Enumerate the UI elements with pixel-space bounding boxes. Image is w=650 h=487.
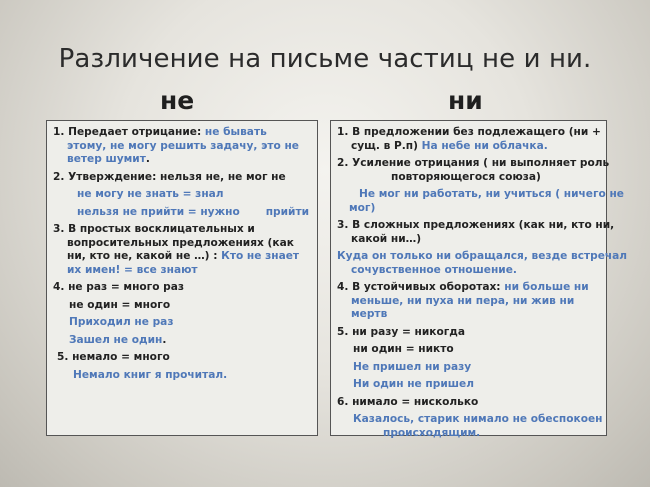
left-column-header: не [160,86,195,115]
rule-line: 4. не раз = много раз [53,281,185,293]
rule-text: 1. Передает отрицание: [53,126,202,138]
rule-line [337,140,602,154]
example-text: ветер шумит [67,153,146,165]
example-line: мертв [351,308,388,320]
punctuation: . [162,333,167,346]
example-line: не могу не знать = знал [77,188,224,200]
rule-line: повторяющегося союза) [391,170,541,183]
rule-line: 5. ни разу = никогда [337,325,466,338]
rule-line [337,281,602,295]
rule-line: 5. немало = много [57,351,170,363]
rule-text: 4. В устойчивых оборотах: [337,281,501,293]
example-text: ни больше ни [504,281,589,293]
rule-line: 2. Утверждение: нельзя не, не мог не [53,170,286,183]
example-line: этому, не могу решить задачу, это не [67,139,299,152]
example-line [53,153,313,167]
rule-line: 6. нимало = нисколько [337,395,479,408]
punctuation: . [145,153,150,165]
example-line: сочувственное отношение. [351,263,517,276]
slide-title: Различение на письме частиц не и ни. [58,44,592,74]
example-text: нельзя не прийти = нужно [77,205,240,218]
right-column-header: ни [448,86,483,115]
example-line: Ни один не пришел [353,378,474,390]
example-line: Приходил не раз [69,316,174,328]
example-line: мог) [349,201,376,214]
example-line: Казалось, старик нимало не обеспокоен [353,413,603,425]
rule-line: 3. В сложных предложениях (как ни, кто ни, [337,219,615,231]
rule-line: не один = много [69,298,171,311]
example-line: Не пришел ни разу [353,360,472,373]
example-line: Не мог ни работать, ни учиться ( ничего не [359,188,624,200]
rule-line [53,250,313,264]
rule-line: ни один = никто [353,343,454,355]
rule-line: 1. В предложении без подлежащего (ни + [337,126,601,138]
example-line [53,206,313,220]
example-text: На небе ни облачка. [421,139,548,152]
example-line: Куда он только ни обращался, везде встречал [337,250,628,262]
example-line: Немало книг я прочитал. [73,368,228,381]
example-line: их имен! = все знают [67,263,198,276]
rule-text: сущ. в Р.п) [351,139,418,152]
example-line [53,334,313,348]
example-text: прийти [265,205,310,218]
rule-line: 2. Усиление отрицания ( ни выполняет роль [337,157,610,169]
example-text: не бывать [204,126,267,138]
rule-line [53,126,313,140]
rule-text: ни, кто не, какой не …) : [67,250,218,262]
rule-line: 3. В простых восклицательных и [53,223,255,235]
rule-line: вопросительных предложениях (как [67,236,294,249]
right-rules-box [330,120,628,439]
example-line: меньше, ни пуха ни пера, ни жив ни [351,294,575,307]
example-line: происходящим. [383,426,481,439]
example-text: Зашел не один [69,333,163,346]
left-rules-box [46,120,318,436]
example-text: Кто не знает [221,250,300,262]
rule-line: какой ни…) [351,232,422,245]
